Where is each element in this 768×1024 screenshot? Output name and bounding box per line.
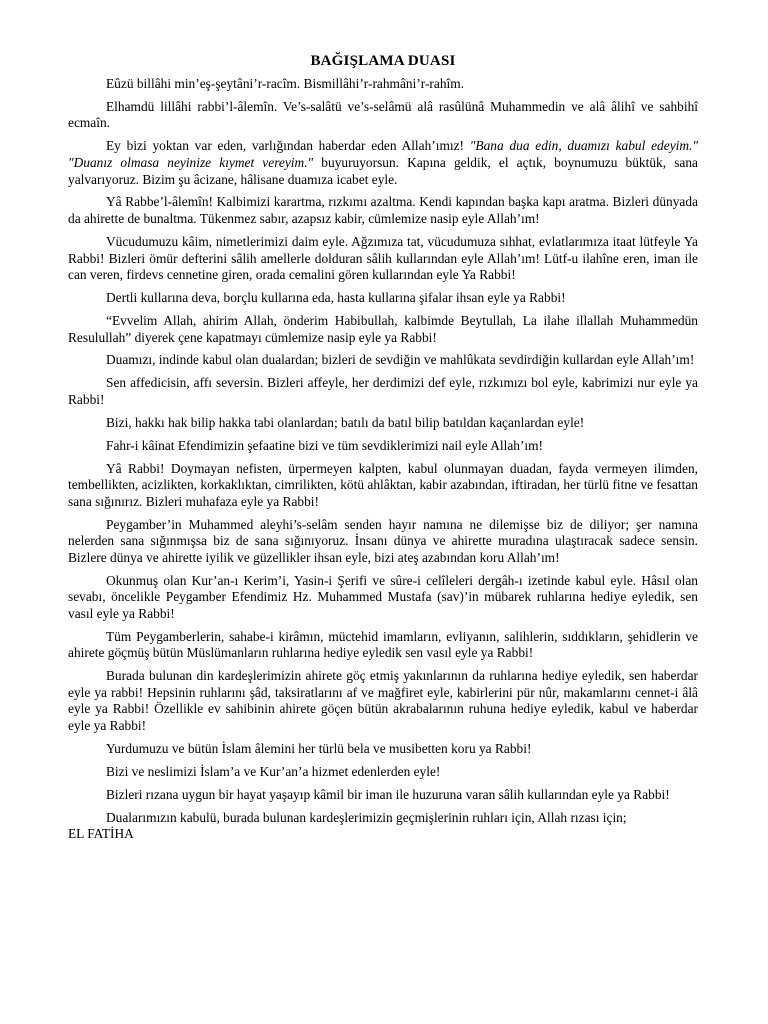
paragraph-14: Okunmuş olan Kur’an-ı Kerim’i, Yasin-i Şerifi ve sûre-i celîleleri dergâh-ı izetinde kabul eyle. Hâsıl olan sevabı, öncelikle Peygamber Efendimiz Hz. Muhammed Mustafa (sav)’in mübarek ruhlarına hediye eyledik, sen vasıl eyle ya Rabbi! bbox=[68, 572, 698, 621]
paragraph-3 bbox=[68, 138, 698, 188]
paragraph-5: Vücudumuzu kâim, nimetlerimizi daim eyle. Ağzımıza tat, vücudumuza sıhhat, evlatlarımıza itaat lütfeyle Ya Rabbi! Bizleri ömür defterini sâlih amellerle dolduran sâlih kullarından eyle Allah’ım! Lütf-u ilahîne eren, iman ile can veren, firdevs cennetine giren, orada cemalini gören kullarından eyle Ya Rabbi! bbox=[68, 233, 698, 283]
paragraph-13: Peygamber’in Muhammed aleyhi’s-selâm senden hayır namına ne dilemişse biz de diliyor; şer namına nelerden sana sığınmışsa biz de sana sığınıyoruz. İnsanı dünya ve ahirette muradına ulaştıracak sadece sensin. Bizlere dünya ve ahirette iyilik ve güzellikler ihsan eyle, bizi ateş azabından koru Allah’ım! bbox=[68, 516, 698, 565]
paragraph-2: Elhamdü lillâhi rabbi’l-âlemîn. Ve’s-salâtü ve’s-selâmü alâ rasûlünâ Muhammedin ve alâ âlihî ve sahbihî ecmaîn. bbox=[68, 98, 698, 131]
paragraph-6: Dertli kullarına deva, borçlu kullarına eda, hasta kullarına şifalar ihsan eyle ya Rabbi! bbox=[106, 290, 566, 306]
paragraph-19: Bizleri rızana uygun bir hayat yaşayıp kâmil bir iman ile huzuruna varan sâlih kullarından eyle ya Rabbi! bbox=[106, 786, 670, 802]
paragraph-10: Bizi, hakkı hak bilip hakka tabi olanlardan; batılı da batıl bilip batıldan kaçanlardan eyle! bbox=[106, 414, 585, 430]
paragraph-3-text-a: Ey bizi yoktan var eden, varlığından haberdar eden Allah’ımız! bbox=[106, 138, 470, 154]
paragraph-1: Eûzü billâhi min’eş-şeytâni’r-racîm. Bismillâhi’r-rahmâni’r-rahîm. bbox=[106, 76, 465, 91]
paragraph-3-quote: "Bana dua edin, duamızı kabul edeyim." "Duanız olmasa neyinize kıymet vereyim." bbox=[68, 138, 698, 170]
paragraph-17: Yurdumuzu ve bütün İslam âlemini her türlü bela ve musibetten koru ya Rabbi! bbox=[106, 740, 532, 756]
paragraph-11: Fahr-i kâinat Efendimizin şefaatine bizi ve tüm sevdiklerimizi nail eyle Allah’ım! bbox=[106, 437, 544, 453]
paragraph-4: Yâ Rabbe’l-âlemîn! Kalbimizi karartma, rızkımı azaltma. Kendi kapından başka kapı aratma. Bizleri dünyada da ahirette de bunaltma. Tükenmez sabır, azapsız kabir, cümlemize nasip eyle Allah’ım! bbox=[68, 194, 698, 227]
paragraph-3-text-b: buyuruyorsun. Kapına geldik, el açtık, boynumuzu büktük, sana yalvarıyoruz. Bizim şu âcizane, hâlisane duamıza icabet eyle. bbox=[68, 154, 698, 187]
paragraph-18: Bizi ve neslimizi İslam’a ve Kur’an’a hizmet edenlerden eyle! bbox=[106, 763, 441, 779]
paragraph-12: Yâ Rabbi! Doymayan nefisten, ürpermeyen kalpten, kabul olunmayan duadan, fayda vermeyen ilimden, tembellikten, acizlikten, korkaklıktan, cimrilikten, kötü ahlâktan, kabir azabından, iftiradan, her türlü fitne ve fesattan sana sığınırız. Bizleri muhafaza eyle ya Rabbi! bbox=[68, 460, 698, 509]
paragraph-20: Dualarımızın kabulü, burada bulunan kardeşlerimizin geçmişlerinin ruhları için, Allah rızası için; bbox=[106, 809, 627, 825]
document-title: BAĞIŞLAMA DUASI bbox=[310, 53, 456, 69]
paragraph-15: Tüm Peygamberlerin, sahabe-i kirâmın, müctehid imamların, evliyanın, salihlerin, sıddıkların, şehidlerin ve ahirete göçmüş bütün Müslümanların ruhlarına hediye eyledik sen vasıl eyle ya Rabbi! bbox=[68, 628, 698, 661]
paragraph-9: Sen affedicisin, affı seversin. Bizleri affeyle, her derdimizi def eyle, rızkımızı bol eyle, kabrimizi nur eyle ya Rabbi! bbox=[68, 375, 698, 407]
closing-line: EL FATİHA bbox=[68, 826, 134, 842]
paragraph-7: “Evvelim Allah, ahirim Allah, önderim Habibullah, kalbimde Beytullah, La ilahe illallah Muhammedün Resulullah” diyerek çene kapatmayı cümlemize nasip eyle ya Rabbi! bbox=[68, 312, 698, 345]
paragraph-16: Burada bulunan din kardeşlerimizin ahirete göç etmiş yakınlarının da ruhlarına hediye eyledik, sen haberdar eyle ya rabbi! Hepsinin ruhlarını şâd, taksiratlarını af ve mağfiret eyle, kabirlerini pür nûr, makamlarını cennet-i âlâ eyle ya Rabbi! Özellikle ev sahibinin ahirete göçen bütün akrabalarının ruhuna hediye eyledik, kabul ve haberdar eyle ya Rabbi! bbox=[68, 668, 698, 734]
paragraph-8: Duamızı, indinde kabul olan dualardan; bizleri de sevdiğin ve mahlûkata sevdirdiğin kullardan eyle Allah’ım! bbox=[106, 352, 695, 368]
